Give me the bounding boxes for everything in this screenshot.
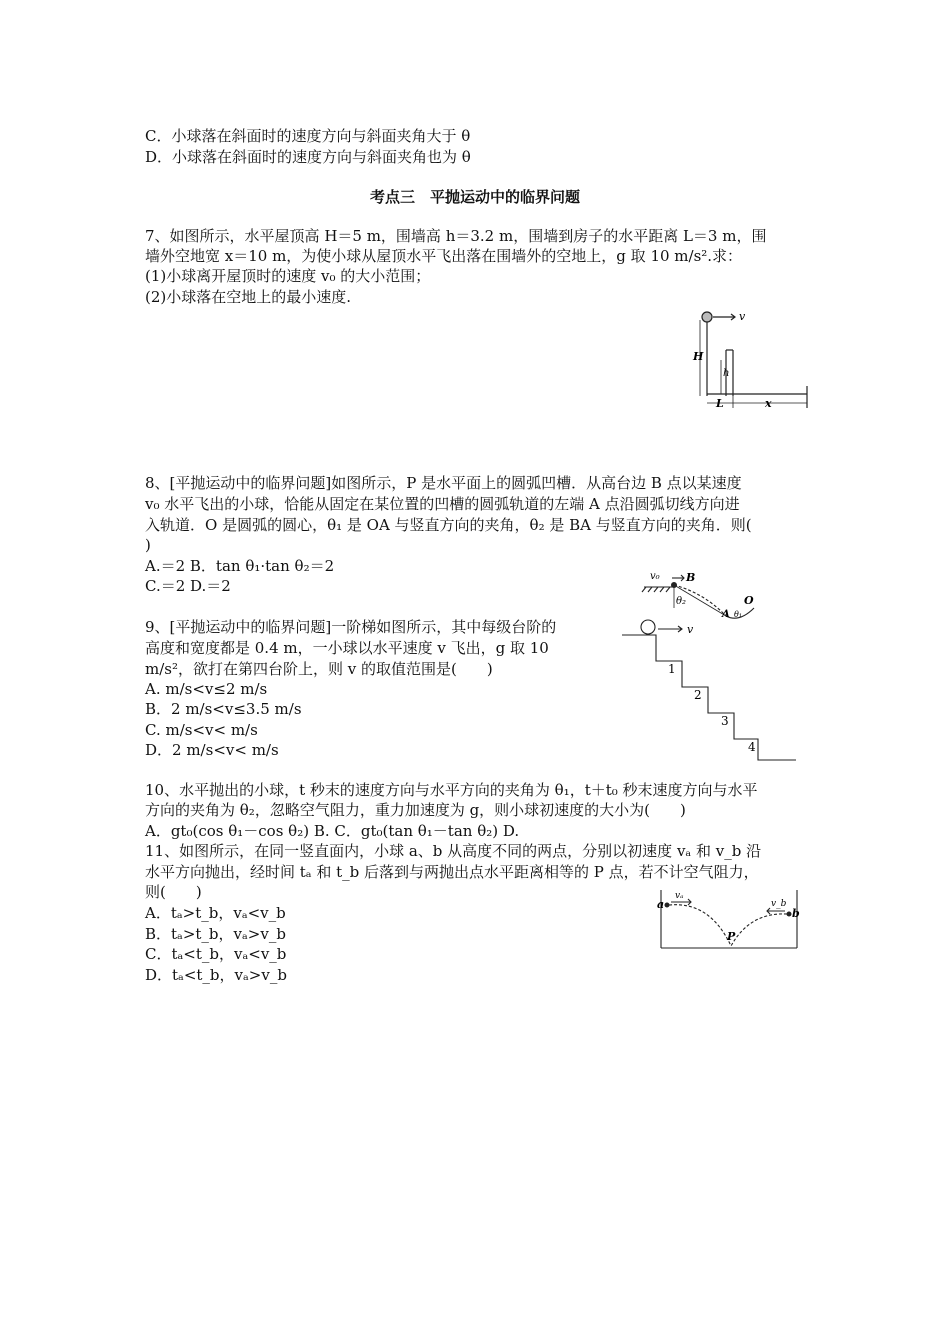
q9-fig-step3: 3 <box>721 714 729 728</box>
q9-stem-line1: 9、[平抛运动中的临界问题]一阶梯如图所示，其中每级台阶的 <box>145 618 557 636</box>
q8-options-cd: C.＝2 D.＝2 <box>145 577 231 595</box>
q9-fig-step2: 2 <box>694 688 702 702</box>
q7-fig-L-label: L <box>716 397 724 410</box>
q9-figure <box>622 617 802 762</box>
q8-figure <box>644 568 764 618</box>
q11-stem-line1: 11、如图所示，在同一竖直面内，小球 a、b 从高度不同的两点，分别以初速度 vₐ 和 v_b 沿 <box>145 842 762 860</box>
q9-option-a: A. m/s<v≤2 m/s <box>145 680 268 698</box>
q7-sub2: (2)小球落在空地上的最小速度. <box>145 288 352 306</box>
q7-stem-line2: 墙外空地宽 x＝10 m，为使小球从屋顶水平飞出落在围墙外的空地上，g 取 10 m/s².求： <box>145 247 743 265</box>
q8-fig-O-label: O <box>744 594 754 607</box>
q8-stem-line2: v₀ 水平飞出的小球，恰能从固定在某位置的凹槽的圆弧轨道的左端 A 点沿圆弧切线方向进 <box>145 495 740 513</box>
q9-stem-line3: m/s²，欲打在第四台阶上，则 v 的取值范围是( ) <box>145 660 493 678</box>
q9-option-c: C. m/s<v< m/s <box>145 721 258 739</box>
q11-fig-b-label: b <box>792 907 800 920</box>
q8-fig-B-label: B <box>686 571 696 584</box>
q11-fig-a-label: a <box>657 898 665 911</box>
q11-fig-va-label: vₐ <box>675 891 684 901</box>
q11-option-b: B．tₐ>t_b，vₐ>v_b <box>145 925 286 943</box>
q8-stem-line1: 8、[平抛运动中的临界问题]如图所示，P 是水平面上的圆弧凹槽．从高台边 B 点以某速度 <box>145 474 742 492</box>
q11-stem-line2: 水平方向抛出，经时间 tₐ 和 t_b 后落到与两抛出点水平距离相等的 P 点，若不计空气阻力， <box>145 863 759 881</box>
section-title: 考点三 平抛运动中的临界问题 <box>369 188 580 206</box>
q11-option-c: C．tₐ<t_b，vₐ<v_b <box>145 945 287 963</box>
q11-figure <box>655 886 805 952</box>
q8-stem-line4: ) <box>145 536 151 554</box>
q8-fig-theta1-label: θ₁ <box>734 610 743 619</box>
q6-option-c: C．小球落在斜面时的速度方向与斜面夹角大于 θ <box>145 127 471 145</box>
q11-option-a: A．tₐ>t_b，vₐ<v_b <box>145 904 286 922</box>
q8-options-ab: A.＝2 B．tan θ₁·tan θ₂＝2 <box>145 557 335 575</box>
q7-fig-H-label: H <box>693 350 704 363</box>
q7-fig-h-label: h <box>723 368 730 379</box>
q7-fig-x-label: x <box>765 397 772 410</box>
q10-stem-line1: 10、水平抛出的小球，t 秒末的速度方向与水平方向的夹角为 θ₁，t＋t₀ 秒末速度方向与水平 <box>145 781 758 799</box>
q7-fig-v-label: v <box>739 310 746 323</box>
q11-stem-line3: 则( ) <box>145 883 202 901</box>
q9-fig-v-label: v <box>687 623 694 636</box>
q8-stem-line3: 入轨道．O 是圆弧的圆心，θ₁ 是 OA 与竖直方向的夹角，θ₂ 是 BA 与竖直方向的夹角．则( <box>145 516 752 534</box>
q8-fig-theta2-label: θ₂ <box>676 596 687 607</box>
q7-stem-line1: 7、如图所示，水平屋顶高 H＝5 m，围墙高 h＝3.2 m，围墙到房子的水平距离 L＝3 m，围 <box>145 227 767 245</box>
q7-figure <box>685 308 815 408</box>
q10-stem-line2: 方向的夹角为 θ₂，忽略空气阻力，重力加速度为 g，则小球初速度的大小为( ) <box>145 801 686 819</box>
q9-option-d: D．2 m/s<v< m/s <box>145 741 279 759</box>
q9-fig-step4: 4 <box>748 740 756 754</box>
q7-sub1: (1)小球离开屋顶时的速度 v₀ 的大小范围； <box>145 267 431 285</box>
q11-fig-vb-label: v_b <box>771 899 787 909</box>
q11-option-d: D．tₐ<t_b，vₐ>v_b <box>145 966 287 984</box>
q9-stem-line2: 高度和宽度都是 0.4 m，一小球以水平速度 v 飞出，g 取 10 <box>145 639 549 657</box>
q6-option-d: D．小球落在斜面时的速度方向与斜面夹角也为 θ <box>145 148 471 166</box>
q11-fig-P-label: P <box>727 930 736 943</box>
q9-option-b: B．2 m/s<v≤3.5 m/s <box>145 700 302 718</box>
q9-fig-step1: 1 <box>668 662 676 676</box>
q8-fig-A-label: A <box>722 609 730 620</box>
q10-options: A．gt₀(cos θ₁－cos θ₂) B. C．gt₀(tan θ₁－tan θ₂) D. <box>145 822 520 840</box>
q8-fig-v0-label: v₀ <box>650 571 660 582</box>
